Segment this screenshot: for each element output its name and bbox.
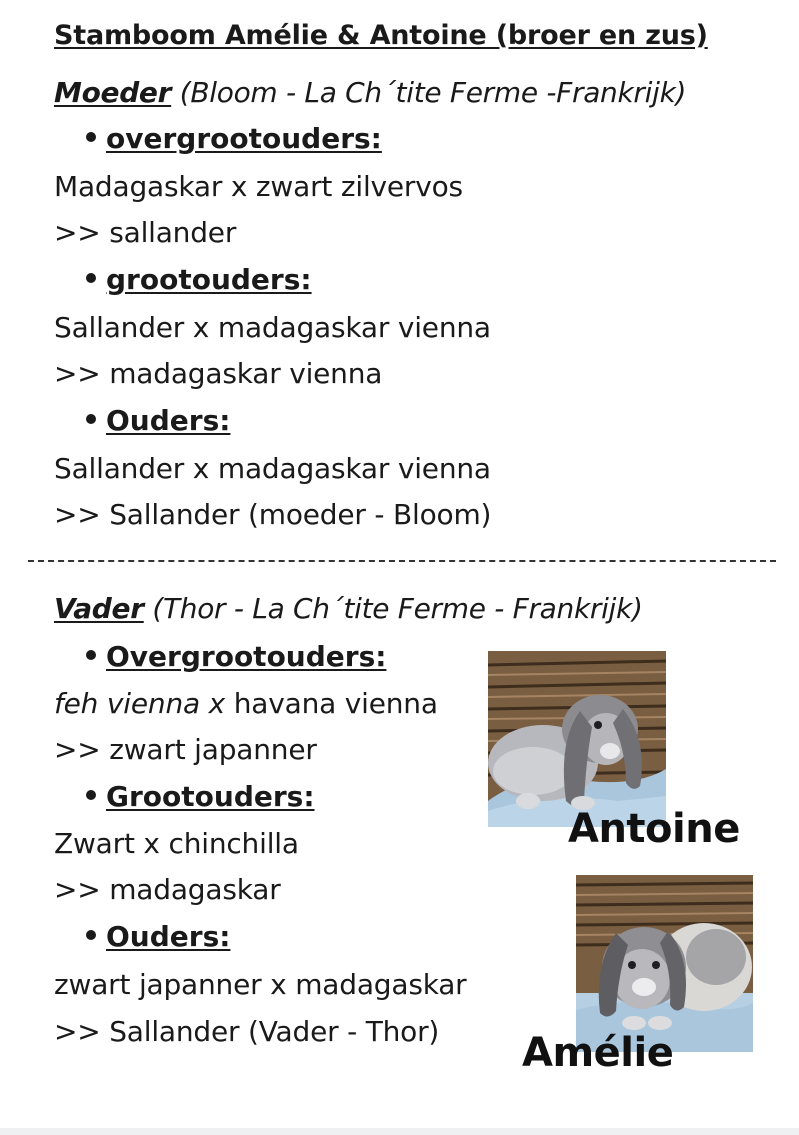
father-cross-grandparents: Zwart x chinchilla — [54, 827, 299, 860]
photo-caption-antoine: Antoine — [568, 806, 740, 852]
father-heading-great-grandparents: Overgrootouders: — [86, 640, 386, 673]
mother-result-parents: >> Sallander (moeder - Bloom) — [54, 498, 492, 531]
bullet-icon — [86, 790, 96, 800]
bullet-icon — [86, 650, 96, 660]
father-result-great-grandparents: >> zwart japanner — [54, 733, 317, 766]
mother-cross-parents: Sallander x madagaskar vienna — [54, 452, 491, 485]
photo-amelie — [576, 875, 753, 1052]
mother-heading-parents: Ouders: — [86, 404, 230, 437]
rabbit-photo-antoine — [488, 651, 666, 827]
mother-heading-great-grandparents: overgrootouders: — [86, 122, 382, 155]
mother-cross-grandparents: Sallander x madagaskar vienna — [54, 311, 491, 344]
rabbit-photo-amelie — [576, 875, 753, 1052]
father-heading-parents: Ouders: — [86, 920, 230, 953]
father-cross-parents: zwart japanner x madagaskar — [54, 968, 467, 1001]
mother-description: (Bloom - La Ch´tite Ferme -Frankrijk) — [179, 76, 687, 109]
father-heading-grandparents: Grootouders: — [86, 780, 315, 813]
father-description: (Thor - La Ch´tite Ferme - Frankrijk) — [152, 592, 643, 625]
photo-antoine — [488, 651, 666, 827]
bottom-edge — [0, 1128, 799, 1135]
bullet-icon — [86, 132, 96, 142]
bullet-icon — [86, 930, 96, 940]
father-label: Vader — [54, 592, 144, 625]
photo-caption-amelie: Amélie — [522, 1030, 674, 1076]
page-title: Stamboom Amélie & Antoine (broer en zus) — [54, 20, 708, 51]
dashed-divider — [28, 560, 776, 562]
bullet-icon — [86, 414, 96, 424]
mother-result-grandparents: >> madagaskar vienna — [54, 357, 383, 390]
mother-heading-grandparents: grootouders: — [86, 263, 312, 296]
father-result-grandparents: >> madagaskar — [54, 873, 281, 906]
mother-result-great-grandparents: >> sallander — [54, 216, 237, 249]
mother-header — [54, 76, 686, 109]
father-cross-great-grandparents: feh vienna x havana vienna — [54, 687, 438, 720]
mother-cross-great-grandparents: Madagaskar x zwart zilvervos — [54, 170, 463, 203]
father-result-parents: >> Sallander (Vader - Thor) — [54, 1015, 440, 1048]
father-header — [54, 592, 643, 625]
bullet-icon — [86, 273, 96, 283]
mother-label: Moeder — [54, 76, 172, 109]
